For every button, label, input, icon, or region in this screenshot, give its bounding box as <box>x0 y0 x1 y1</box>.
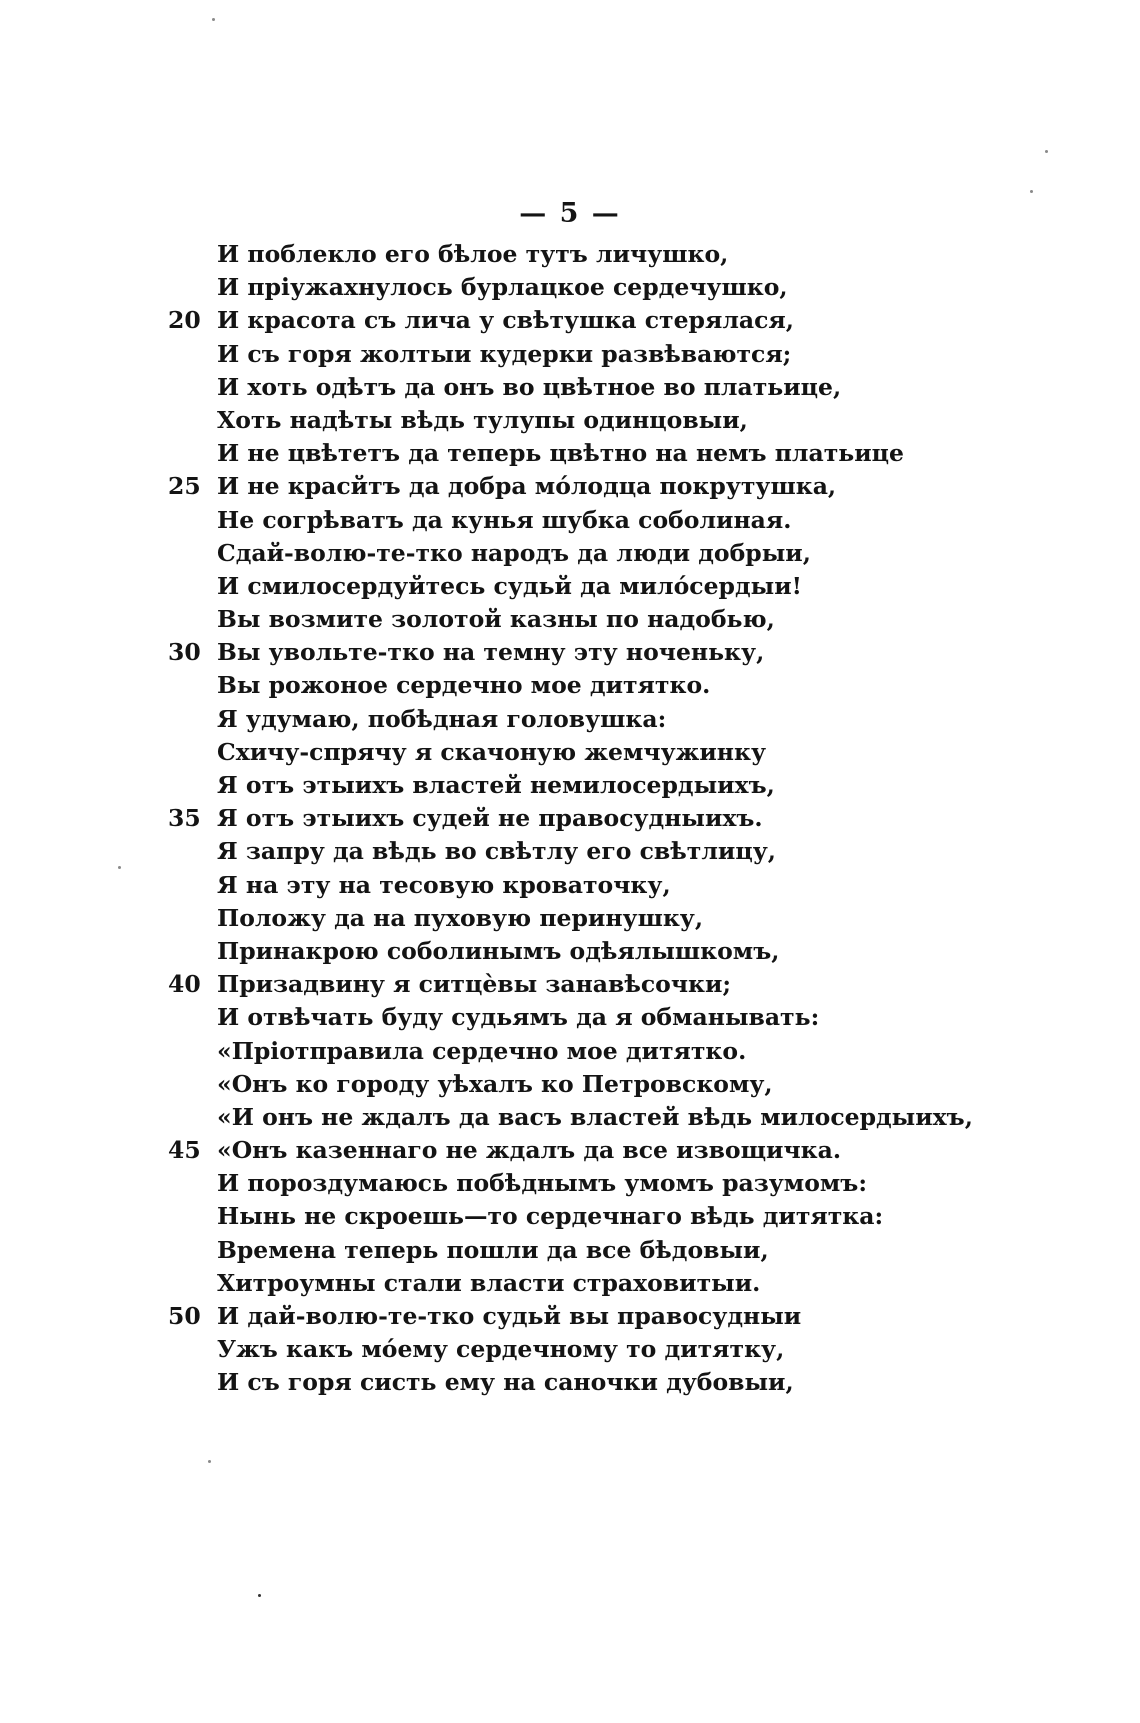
poem-line <box>0 404 1140 437</box>
poem-line <box>0 1300 1140 1333</box>
line-number: 45 <box>168 1136 201 1165</box>
line-text: И красота съ лича у свѣтушка стерялася, <box>217 306 794 335</box>
poem-line <box>0 703 1140 736</box>
line-text: «Онъ казеннаго не ждалъ да все извощичка. <box>217 1136 842 1165</box>
line-text: Нынь не скроешь—то сердечнаго вѣдь дитятка: <box>217 1202 884 1231</box>
poem-line <box>0 736 1140 769</box>
line-number: 25 <box>168 472 201 501</box>
poem-line <box>0 504 1140 537</box>
poem-line <box>0 1035 1140 1068</box>
line-text: И съ горя жолтыи кудерки развѣваются; <box>217 339 792 368</box>
poem-line <box>0 371 1140 404</box>
poem-line <box>0 470 1140 503</box>
line-number: 30 <box>168 638 201 667</box>
scan-speck <box>1030 190 1033 193</box>
poem-line <box>0 869 1140 902</box>
scan-speck <box>258 1594 261 1597</box>
line-text: «Онъ ко городу уѣхалъ ко Петровскому, <box>217 1069 773 1098</box>
line-text: Я удумаю, побѣдная головушка: <box>217 704 667 733</box>
poem-line <box>0 802 1140 835</box>
poem-line <box>0 437 1140 470</box>
poem-text <box>0 238 1140 1400</box>
line-text: И смилосердуйтесь судьй да милóсердыи! <box>217 571 802 600</box>
line-text: Я отъ этыихъ властей немилосердыихъ, <box>217 771 775 799</box>
line-text: Вы возмите золотой казны по надобью, <box>217 605 775 634</box>
poem-line <box>0 902 1140 935</box>
line-number: 50 <box>168 1302 201 1330</box>
scan-speck <box>1045 150 1048 153</box>
line-text: Хитроумны стали власти страховитыи. <box>217 1268 761 1297</box>
line-text: И пріужахнулось бурлацкое сердечушко, <box>217 273 788 302</box>
poem-line <box>0 603 1140 636</box>
line-text: Хоть надѣты вѣдь тулупы одинцовыи, <box>217 405 748 434</box>
line-text: Призадвину я ситцѐвы занавѣсочки; <box>217 970 732 999</box>
line-text: Я отъ этыихъ судей не правосудныихъ. <box>217 804 763 833</box>
line-text: И пороздумаюсь побѣднымъ умомъ разумомъ: <box>217 1169 868 1198</box>
poem-line <box>0 968 1140 1001</box>
poem-line <box>0 1134 1140 1167</box>
line-text: Вы увольте-тко на темну эту ноченьку, <box>217 638 765 667</box>
line-text: И поблекло его бѣлое тутъ личушко, <box>217 240 729 268</box>
poem-line <box>0 1267 1140 1300</box>
poem-line <box>0 835 1140 868</box>
poem-line <box>0 669 1140 702</box>
poem-line <box>0 1167 1140 1200</box>
line-number: 40 <box>168 970 201 999</box>
poem-line <box>0 1101 1140 1134</box>
line-text: И дай-волю-те-тко судьй вы правосудныи <box>217 1302 802 1330</box>
line-text: И хоть одѣтъ да онъ во цвѣтное во платьице, <box>217 372 842 401</box>
poem-line <box>0 570 1140 603</box>
line-number: 35 <box>168 804 201 833</box>
poem-line <box>0 1366 1140 1399</box>
poem-line <box>0 1200 1140 1233</box>
line-text: И съ горя систь ему на саночки дубовыи, <box>217 1368 794 1397</box>
poem-line <box>0 1333 1140 1366</box>
line-text: Схичу-спрячу я скачоную жемчужинку <box>217 737 767 766</box>
poem-line <box>0 1234 1140 1267</box>
poem-line <box>0 238 1140 271</box>
poem-line <box>0 338 1140 371</box>
poem-line <box>0 271 1140 304</box>
line-text: «И онъ не ждалъ да васъ властей вѣдь милосердыихъ, <box>217 1102 973 1131</box>
line-text: Ужъ какъ мóему сердечному то дитятку, <box>217 1335 785 1364</box>
line-text: Принакрою соболинымъ одѣялышкомъ, <box>217 936 780 965</box>
poem-line <box>0 636 1140 669</box>
line-text: И не красйтъ да добра мóлодца покрутушка, <box>217 472 837 501</box>
line-text: «Пріотправила сердечно мое дитятко. <box>217 1036 747 1065</box>
poem-line <box>0 1068 1140 1101</box>
poem-line <box>0 935 1140 968</box>
line-number: 20 <box>168 306 201 335</box>
line-text: Сдай-волю-те-тко народъ да люди добрыи, <box>217 538 811 567</box>
line-text: И не цвѣтетъ да теперь цвѣтно на немъ платьице <box>217 439 904 468</box>
scan-speck <box>118 866 121 869</box>
line-text: Положу да на пуховую перинушку, <box>217 903 704 932</box>
scan-speck <box>212 18 215 21</box>
line-text: И отвѣчать буду судьямъ да я обманывать: <box>217 1003 820 1032</box>
page-number: — 5 — <box>519 198 621 229</box>
poem-line <box>0 769 1140 802</box>
poem-line <box>0 304 1140 337</box>
line-text: Не согрѣватъ да кунья шубка соболиная. <box>217 505 792 534</box>
line-text: Времена теперь пошли да все бѣдовыи, <box>217 1235 769 1264</box>
scan-speck <box>208 1460 211 1463</box>
line-text: Вы рожоное сердечно мое дитятко. <box>217 671 711 700</box>
line-text: Я запру да вѣдь во свѣтлу его свѣтлицу, <box>217 837 776 866</box>
poem-line <box>0 537 1140 570</box>
poem-line <box>0 1001 1140 1034</box>
line-text: Я на эту на тесовую кроваточку, <box>217 870 671 899</box>
